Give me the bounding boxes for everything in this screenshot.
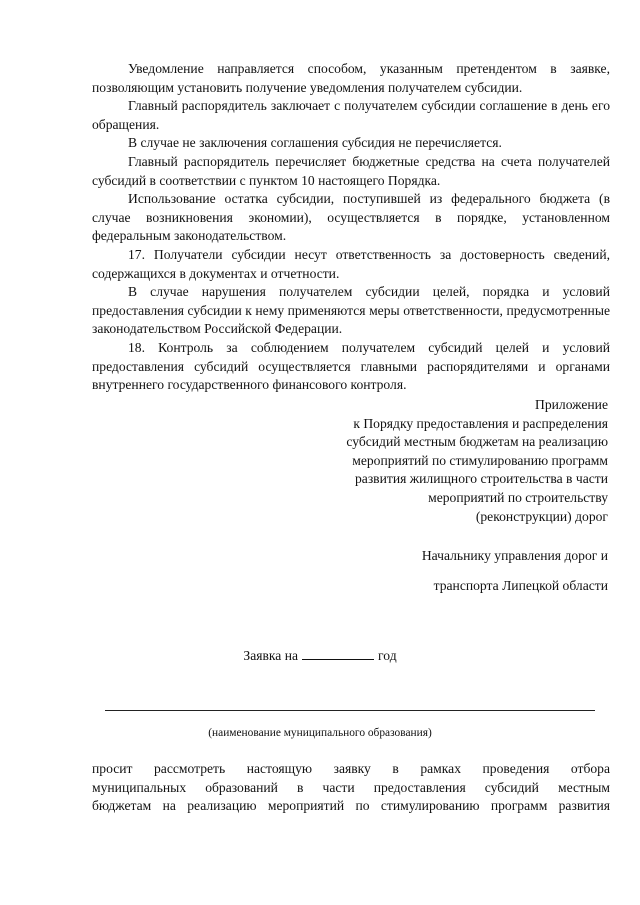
appendix-line: к Порядку предоставления и распределения — [353, 415, 608, 431]
body-text — [92, 60, 610, 395]
municipality-caption: (наименование муниципального образования) — [208, 727, 432, 739]
appendix-line: Приложение — [535, 397, 608, 412]
appendix-line: субсидий местным бюджетам на реализацию — [346, 434, 608, 450]
appendix-line: развития жилищного строительства в части — [354, 471, 608, 487]
paragraph-notification-method: Уведомление направляется способом, указанным претендентом в заявке, позволяющим установить получение уведомления получателем субсидии. — [92, 61, 610, 95]
appendix-line: (реконструкции) дорог — [475, 508, 608, 524]
request-line: просит рассмотреть настоящую заявку в рамках проведения отбора — [92, 761, 610, 776]
municipality-blank-line[interactable] — [105, 710, 595, 711]
paragraph-no-agreement: В случае не заключения соглашения субсидия не перечисляется. — [128, 135, 502, 151]
year-blank-field[interactable] — [302, 648, 374, 660]
paragraph-violation: В случае нарушения получателем субсидии целей, порядка и условий предоставления субсидии к нему применяются меры ответственности, предусмотренные законодательством Российской Федерации. — [92, 284, 610, 337]
appendix-heading — [288, 396, 608, 526]
appendix-line: мероприятий по стимулированию программ — [352, 452, 608, 468]
paragraph-remaining-subsidy: Использование остатка субсидии, поступившей из федерального бюджета (в случае возникновения экономии), осуществляется в порядке, установленном федеральным законодательством. — [92, 191, 610, 244]
addressee-line-1: Начальнику управления дорог и — [421, 548, 608, 563]
application-prefix: Заявка на — [243, 648, 299, 663]
request-line: бюджетам на реализацию мероприятий по стимулированию программ развития — [92, 798, 610, 814]
request-paragraph — [92, 760, 610, 816]
application-suffix: год — [378, 648, 397, 663]
addressee-line-2: транспорта Липецкой области — [433, 578, 608, 593]
appendix-line: мероприятий по строительству — [428, 489, 608, 505]
paragraph-item-18: 18. Контроль за соблюдением получателем субсидий целей и условий предоставления субсидий осуществляется главными распорядителями и органами внутреннего государственного финансового контроля. — [92, 339, 610, 393]
paragraph-agreement: Главный распорядитель заключает с получателем субсидии соглашение в день его обращения. — [92, 98, 610, 132]
paragraph-transfer-funds: Главный распорядитель перечисляет бюджетные средства на счета получателей субсидий в соответствии с пунктом 10 настоящего Порядка. — [92, 153, 610, 188]
application-title — [0, 648, 640, 664]
request-line: муниципальных образований в части предоставления субсидий местным — [92, 779, 610, 795]
paragraph-item-17: 17. Получатели субсидии несут ответственность за достоверность сведений, содержащихся в документах и отчетности. — [92, 246, 610, 281]
